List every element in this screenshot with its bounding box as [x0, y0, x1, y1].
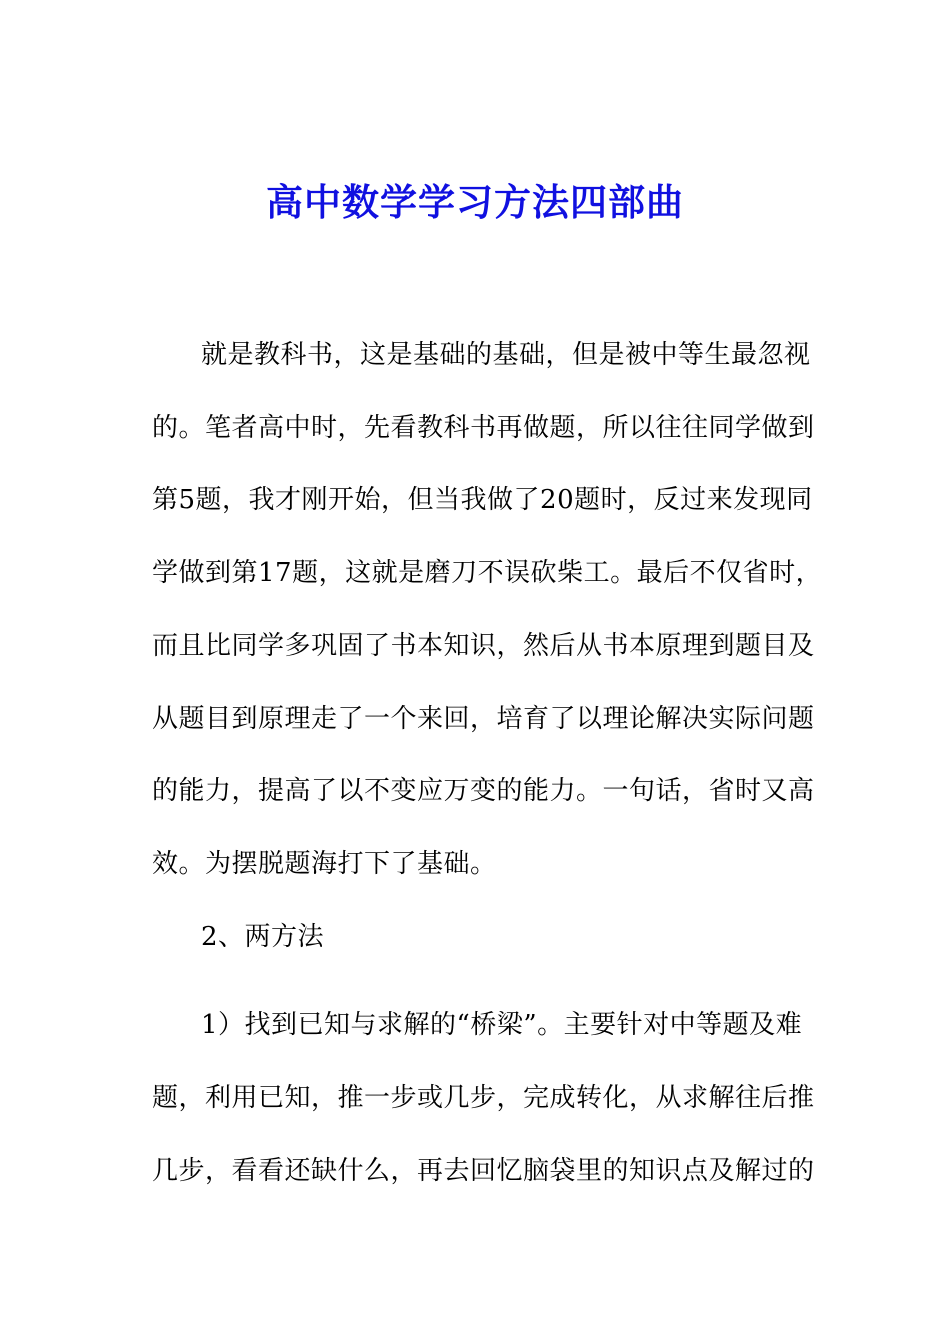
paragraph-line: 从题目到原理走了一个来回，培育了以理论解决实际问题 [152, 704, 815, 734]
paragraph-line: 学做到第17题，这就是磨刀不误砍柴工。最后不仅省时， [152, 558, 823, 588]
document-title: 高中数学学习方法四部曲 [266, 180, 684, 224]
paragraph-line: 题，利用已知，推一步或几步，完成转化，从求解往后推 [152, 1083, 815, 1113]
paragraph-line: 1）找到已知与求解的“桥梁”。主要针对中等题及难 [201, 1010, 803, 1040]
section-heading: 2、两方法 [201, 922, 325, 952]
paragraph-line: 的能力，提高了以不变应万变的能力。一句话，省时又高 [152, 776, 815, 806]
paragraph-line: 几步，看看还缺什么，再去回忆脑袋里的知识点及解过的 [152, 1156, 815, 1186]
paragraph-line: 而且比同学多巩固了书本知识，然后从书本原理到题目及 [152, 631, 815, 661]
paragraph-line: 效。为摆脱题海打下了基础。 [152, 849, 497, 879]
paragraph-line: 第5题，我才刚开始，但当我做了20题时，反过来发现同 [152, 485, 813, 515]
paragraph-line: 的。笔者高中时，先看教科书再做题，所以往往同学做到 [152, 413, 815, 443]
paragraph-line: 就是教科书，这是基础的基础，但是被中等生最忽视 [201, 340, 811, 370]
